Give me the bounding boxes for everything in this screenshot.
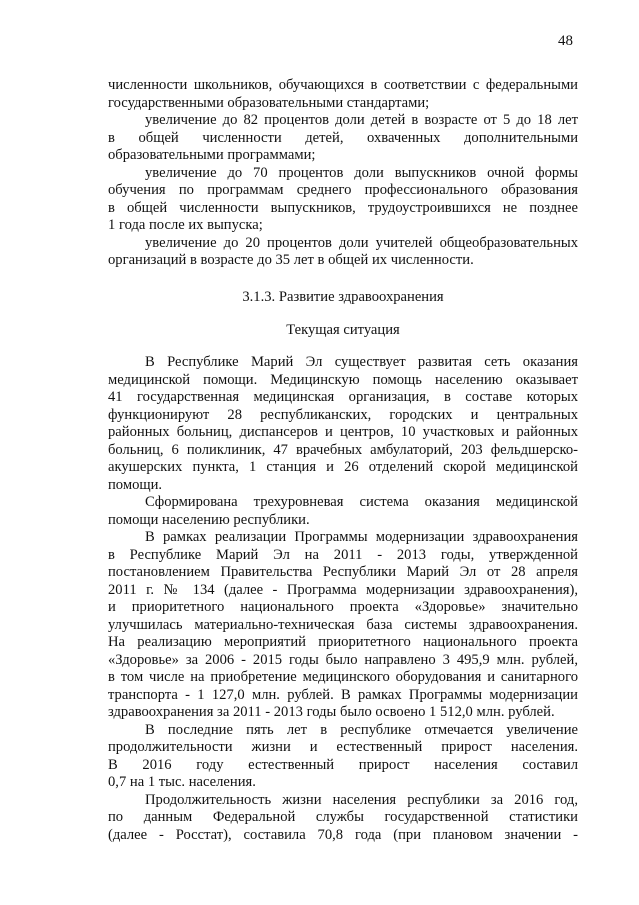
text-line: численности школьников, обучающихся в соответствии с федеральными bbox=[108, 77, 578, 93]
text-line: В рамках реализации Программы модернизации здравоохранения bbox=[145, 529, 578, 545]
paragraph bbox=[108, 354, 578, 494]
text-line: и приоритетного национального проекта «Здоровье» значительно bbox=[108, 599, 578, 615]
text-line: здравоохранения за 2011 - 2013 годы было освоено 1 512,0 млн. рублей. bbox=[108, 704, 555, 720]
paragraph bbox=[108, 529, 578, 722]
text-line: в том числе на приобретение медицинского оборудования и санитарного bbox=[108, 669, 578, 685]
paragraph bbox=[108, 165, 578, 235]
text-line: 2011 г. № 134 (далее - Программа модернизации здравоохранения), bbox=[108, 581, 578, 598]
text-line: улучшилась материально-техническая база системы здравоохранения. bbox=[108, 616, 578, 633]
paragraph bbox=[108, 77, 578, 112]
text-line: (далее - Росстат), составила 70,8 года (при плановом значении - bbox=[108, 826, 578, 843]
text-line: помощи. bbox=[108, 476, 163, 493]
text-line: функционируют 28 республиканских, городских и центральных bbox=[108, 406, 578, 423]
text-line: увеличение до 20 процентов доли учителей общеобразовательных bbox=[145, 234, 578, 251]
text-line: обучения по программам среднего профессионального образования bbox=[108, 182, 578, 198]
top-text-block bbox=[108, 77, 578, 270]
main-text-block bbox=[108, 354, 578, 844]
text-line: медицинской помощи. Медицинскую помощь населению оказывает bbox=[108, 371, 578, 388]
text-line: Продолжительность жизни населения республики за 2016 год, bbox=[145, 791, 578, 808]
text-line: постановлением Правительства Республики Марий Эл от 28 апреля bbox=[108, 564, 578, 580]
text-line: продолжительности жизни и естественный прирост населения. bbox=[108, 739, 578, 755]
paragraph bbox=[108, 722, 578, 792]
text-line: увеличение до 70 процентов доли выпускников очной формы bbox=[145, 164, 578, 181]
text-line: по данным Федеральной службы государственной статистики bbox=[108, 809, 578, 825]
text-line: транспорта - 1 127,0 млн. рублей. В рамках Программы модернизации bbox=[108, 686, 578, 703]
text-line: 41 государственная медицинская организация, в составе которых bbox=[108, 389, 578, 405]
paragraph bbox=[108, 792, 578, 845]
text-line: образовательными программами; bbox=[108, 147, 316, 163]
text-line: На реализацию мероприятий приоритетного национального проекта bbox=[108, 634, 578, 650]
text-line: «Здоровье» за 2006 - 2015 годы было направлено 3 495,9 млн. рублей, bbox=[108, 651, 578, 668]
text-line: 1 года после их выпуска; bbox=[108, 217, 263, 233]
text-line: в Республике Марий Эл на 2011 - 2013 годы, утвержденной bbox=[108, 546, 578, 563]
paragraph bbox=[108, 112, 578, 165]
paragraph bbox=[108, 235, 578, 270]
text-line: 0,7 на 1 тыс. населения. bbox=[108, 774, 256, 790]
text-line: в общей численности выпускников, трудоустроившихся не позднее bbox=[108, 199, 578, 216]
text-line: организаций в возрасте до 35 лет в общей их численности. bbox=[108, 252, 474, 268]
text-line: больниц, 6 поликлиник, 47 врачебных амбулаторий, 203 фельдшерско- bbox=[108, 441, 578, 458]
text-line: В Республике Марий Эл существует развитая сеть оказания bbox=[145, 354, 578, 370]
text-line: увеличение до 82 процентов доли детей в возрасте от 5 до 18 лет bbox=[145, 112, 578, 128]
text-line: государственными образовательными стандартами; bbox=[108, 94, 430, 111]
text-line: акушерских пункта, 1 станция и 26 отделений скорой медицинской bbox=[108, 459, 578, 475]
text-line: в общей численности детей, охваченных дополнительными bbox=[108, 129, 578, 146]
subsection-title: Текущая ситуация bbox=[286, 322, 400, 338]
text-line: Сформирована трехуровневая система оказания медицинской bbox=[145, 494, 578, 510]
page-number: 48 bbox=[558, 33, 573, 49]
text-line: районных больниц, диспансеров и центров, 10 участковых и районных bbox=[108, 424, 578, 440]
text-line: В последние пять лет в республике отмечается увеличение bbox=[145, 721, 578, 738]
text-line: В 2016 году естественный прирост населения составил bbox=[108, 756, 578, 773]
text-line: помощи населению республики. bbox=[108, 511, 310, 528]
paragraph bbox=[108, 494, 578, 529]
section-title: 3.1.3. Развитие здравоохранения bbox=[242, 289, 444, 305]
